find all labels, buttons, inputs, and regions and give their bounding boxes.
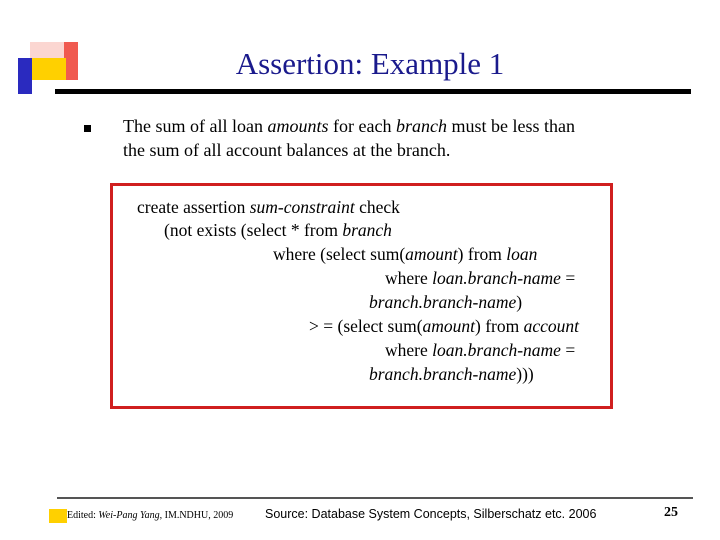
slide-title: Assertion: Example 1 bbox=[235, 46, 505, 81]
code-line-7 bbox=[385, 339, 575, 361]
code-line-5 bbox=[369, 291, 522, 313]
code-text: where (select sum( bbox=[273, 244, 406, 264]
code-text: > = (select sum( bbox=[309, 316, 423, 336]
bullet-text-emphasis: amounts bbox=[267, 116, 329, 136]
page-number: 25 bbox=[664, 505, 678, 520]
code-keyword: check bbox=[354, 197, 400, 217]
code-text: (not exists (select * from bbox=[164, 220, 343, 240]
code-identifier: loan.branch-name bbox=[432, 340, 561, 360]
code-identifier: amount bbox=[405, 244, 458, 264]
code-text: = bbox=[560, 340, 576, 360]
code-identifier: sum-constraint bbox=[249, 197, 355, 217]
bullet-square-icon bbox=[84, 125, 91, 132]
code-text: where bbox=[385, 268, 433, 288]
footer-credit bbox=[67, 510, 233, 522]
code-identifier: branch bbox=[342, 220, 392, 240]
code-text: where bbox=[385, 340, 433, 360]
footer-edited-label: Edited: bbox=[67, 510, 99, 521]
code-identifier: branch.branch-name bbox=[369, 292, 517, 312]
bullet-text-emphasis: branch bbox=[395, 116, 447, 136]
code-text: ) from bbox=[457, 244, 507, 264]
footer-rule bbox=[57, 497, 693, 499]
code-line-2 bbox=[164, 219, 392, 241]
footer-author: Wei-Pang Yang, bbox=[98, 510, 163, 521]
title-underline bbox=[55, 89, 691, 94]
code-line-4 bbox=[385, 267, 575, 289]
code-line-8 bbox=[369, 363, 534, 385]
code-text: ) from bbox=[475, 316, 524, 336]
code-line-1 bbox=[137, 196, 400, 218]
bullet-text-line2: the sum of all account balances at the branch. bbox=[123, 140, 451, 160]
footer-decoration-yellow bbox=[49, 509, 67, 523]
bullet-text-part: The sum of all loan bbox=[123, 116, 268, 136]
bullet-text bbox=[123, 114, 663, 162]
code-line-6 bbox=[309, 315, 579, 337]
code-line-3 bbox=[273, 243, 537, 265]
footer-org: IM.NDHU, 2009 bbox=[162, 510, 234, 521]
code-text: ))) bbox=[516, 364, 534, 384]
code-identifier: amount bbox=[422, 316, 476, 336]
bullet-text-part: for each bbox=[328, 116, 396, 136]
code-identifier: loan.branch-name bbox=[432, 268, 561, 288]
code-text: = bbox=[560, 268, 576, 288]
code-identifier: branch.branch-name bbox=[369, 364, 517, 384]
code-identifier: loan bbox=[506, 244, 538, 264]
code-keyword: create assertion bbox=[137, 197, 250, 217]
footer-source: Source: Database System Concepts, Silberschatz etc. 2006 bbox=[265, 507, 597, 521]
bullet-text-part: must be less than bbox=[446, 116, 575, 136]
code-identifier: account bbox=[523, 316, 580, 336]
code-text: ) bbox=[516, 292, 523, 312]
